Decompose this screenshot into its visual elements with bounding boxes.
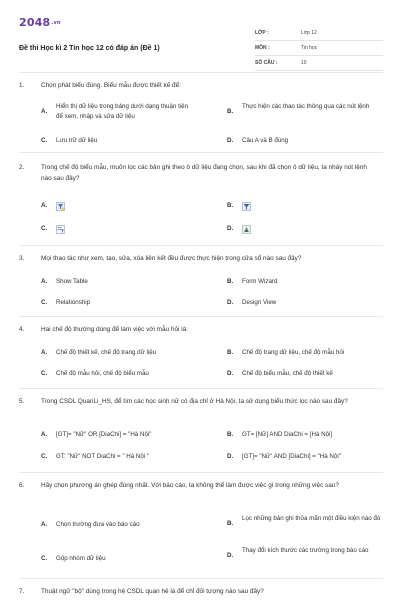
question-text: Chọn phát biểu đúng. Biểu mẫu được thiết kế để: [41, 82, 181, 89]
question-text: Trong CSDL QuanLi_HS, để tìm các học sinh nữ có địa chỉ ở Hà Nội, ta sử dụng biểu thức lọc nào sau đây? [41, 398, 348, 405]
question-text: Mọi thao tác như xem, tạo, sửa, xóa liên kết đều được thực hiện trong cửa sổ nào sau đây? [41, 255, 302, 262]
question-number: 2. [19, 164, 25, 171]
meta-row-subject: MÔN : Tin học [255, 41, 383, 56]
filter-by-form-icon [56, 225, 65, 234]
option-b[interactable]: B. Lọc những bản ghi thỏa mãn một điều kiện nào đó [227, 515, 381, 527]
question-number: 3. [19, 255, 25, 262]
meta-row-class: LỚP : Lớp 12 [255, 26, 383, 41]
site-logo[interactable]: 2048.vn [19, 16, 61, 29]
divider [19, 472, 383, 473]
option-b[interactable]: B. Thực hiện các thao tác thông qua các nút lệnh [227, 103, 370, 115]
question-number: 5. [19, 398, 25, 405]
question-number: 7. [19, 588, 25, 595]
divider [19, 578, 383, 579]
question-text: Thuật ngữ "bộ" dùng trong hệ CSDL quan hệ là để chỉ đối tượng nào sau đây? [41, 588, 264, 595]
option-a[interactable]: A. Hiển thị dữ liệu trong bảng dưới dạng thuận tiện để xem, nhập và sửa dữ liệu [41, 103, 189, 120]
sort-icon [242, 225, 251, 234]
divider [19, 245, 383, 246]
option-d[interactable]: D. Thay đổi kích thước các trường trong báo cáo [227, 547, 369, 559]
question-text: Trong chế độ biểu mẫu, muốn lọc các bản ghi theo ô dữ liệu đang chọn, sau khi đã chọn ô dữ liệu, ta nháy nút lệnh nào sau đây? [41, 164, 367, 182]
question-text: Hai chế độ thường dùng để làm việc với mẫu hỏi là: [41, 326, 188, 333]
filter-by-selection-icon [56, 202, 65, 211]
exam-page: 2048.vn Đề thi Học kì 2 Tin học 12 có đáp án (Đề 1) LỚP : Lớp 12 MÔN : Tin học SỐ CÂU : 10 1. Chọn phát biểu đúng. Biểu mẫu được thiết kế để: A. Hiển thị dữ liệu trong bảng dưới dạng thuận tiện để xem, nhập và sửa dữ liệu B. Thực hiện các thao tác thông qua các nút lệnh C. Lưu trữ dữ liệu D. Câu A và B đúng 2. Trong chế độ biểu mẫu, muốn lọc các bản ghi theo ô dữ liệu đang chọn, sau khi đã chọn ô dữ liệu, ta nháy nút lệnh nào sau đây? A. B. C. D. 3. Mọi thao tác như xem, tạo, sửa, xóa liên kết đều được thực hiện trong cửa sổ nào sau đây? A. Show Table B. Form Wizard C. Relationship D. Design View 4. Hai chế độ thường dùng để làm việc với mẫu hỏi là: A. Chế độ thiết kế, chế độ trang dữ liệu B. Chế độ trang dữ liệu, chế độ mẫu hỏi C. Chế độ mẫu hỏi, chế độ biểu mẫu D. Chế độ biểu mẫu, chế độ thiết kế 5. Trong CSDL QuanLi_HS, để tìm các học sinh nữ có địa chỉ ở Hà Nội, ta sử dụng biểu thức lọc nào sau đây? A. [GT]= "Nữ" OR [DiaChi] = "Hà Nội" B. GT= [Nữ] AND DiaChi = [Hà Nội] C. GT: "Nữ" NOT DiaChi = " Hà Nội " D. [GT]= "Nữ" AND [DiaChi] = "Hà Nội" 6. Hãy chọn phương án ghép đúng nhất. Với báo cáo, ta không thể làm được việc gì trong những việc sau? A. Chọn trường đưa vào báo cáo B. Lọc những bản ghi thỏa mãn một điều kiện nào đó C. Gộp nhóm dữ liệu D. Thay đổi kích thước các trường trong báo cáo 7. Thuật ngữ "bộ" dùng trong hệ CSDL quan hệ là để chỉ đối tượng nào sau đây? [0, 0, 400, 600]
divider [19, 152, 383, 153]
question-number: 6. [19, 482, 25, 489]
divider [19, 388, 383, 389]
exam-header [19, 12, 383, 66]
question-number: 4. [19, 326, 25, 333]
question-text: Hãy chọn phương án ghép đúng nhất. Với báo cáo, ta không thể làm được việc gì trong những việc sau? [41, 482, 339, 489]
divider [19, 72, 383, 73]
exam-meta-table [255, 26, 383, 71]
meta-row-count: SỐ CÂU : 10 [255, 56, 383, 71]
question-number: 1. [19, 82, 25, 89]
divider [19, 316, 383, 317]
apply-filter-icon [242, 202, 251, 211]
exam-title: Đề thi Học kì 2 Tin học 12 có đáp án (Đề 1) [19, 45, 160, 52]
